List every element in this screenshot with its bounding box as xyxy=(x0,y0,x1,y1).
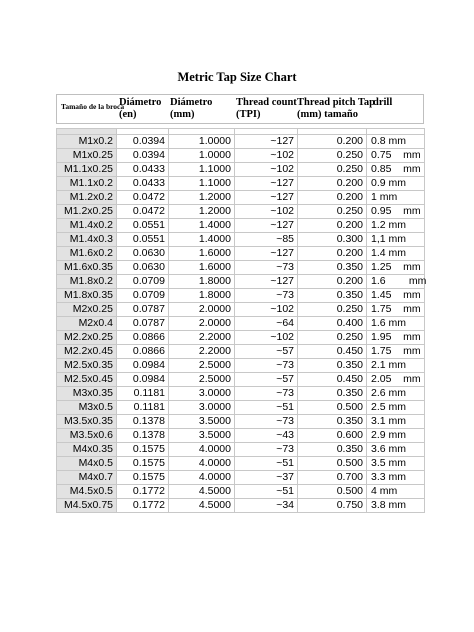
cell-diameter-in: 0.0630 xyxy=(117,247,169,261)
cell-diameter-in: 0.0866 xyxy=(117,345,169,359)
cell-diameter-in: 0.0709 xyxy=(117,275,169,289)
cell-diameter-mm: 1.0000 xyxy=(169,135,235,149)
cell-thread-count: ~51 xyxy=(235,485,298,499)
cell-thread-count: ~127 xyxy=(235,177,298,191)
cell-thread-count: ~85 xyxy=(235,233,298,247)
cell-drill: 1,1 mm xyxy=(367,233,425,247)
cell-thread-count: ~127 xyxy=(235,191,298,205)
cell-diameter-in: 0.0984 xyxy=(117,359,169,373)
cell-thread-pitch: 0.500 xyxy=(298,457,367,471)
cell-diameter-mm: 1.0000 xyxy=(169,149,235,163)
cell-tap-size: M3.5x0.35 xyxy=(57,415,117,429)
cell-thread-pitch: 0.750 xyxy=(298,499,367,513)
cell-diameter-in: 0.0866 xyxy=(117,331,169,345)
cell-tap-size: M1.4x0.3 xyxy=(57,233,117,247)
table-row xyxy=(57,177,425,191)
cell-thread-pitch: 0.250 xyxy=(298,331,367,345)
cell-tap-size: M1.6x0.35 xyxy=(57,261,117,275)
cell-drill: 2.9 mm xyxy=(367,429,425,443)
cell-diameter-mm: 1.1000 xyxy=(169,163,235,177)
table-row xyxy=(57,303,425,317)
cell-thread-count: ~73 xyxy=(235,387,298,401)
cell-drill: 0.9 mm xyxy=(367,177,425,191)
table-row xyxy=(57,233,425,247)
cell-diameter-mm: 2.2000 xyxy=(169,345,235,359)
cell-drill: 2.1 mm xyxy=(367,359,425,373)
cell-diameter-mm: 4.0000 xyxy=(169,457,235,471)
table-row xyxy=(57,247,425,261)
cell-tap-size: M1.6x0.2 xyxy=(57,247,117,261)
cell-thread-pitch: 0.200 xyxy=(298,219,367,233)
header-thread-pitch: Thread pitch Tap (mm) tamaño xyxy=(297,97,376,120)
cell-drill: 1.6 mm xyxy=(367,317,425,331)
header-drill: drill xyxy=(373,97,393,108)
table-row xyxy=(57,471,425,485)
cell-tap-size: M1.1x0.25 xyxy=(57,163,117,177)
cell-drill: 3.8 mm xyxy=(367,499,425,513)
table-row xyxy=(57,485,425,499)
cell-thread-pitch: 0.350 xyxy=(298,261,367,275)
cell-drill: 1 mm xyxy=(367,191,425,205)
cell-diameter-mm: 3.5000 xyxy=(169,415,235,429)
cell-diameter-in: 0.1772 xyxy=(117,499,169,513)
cell-thread-pitch: 0.700 xyxy=(298,471,367,485)
table-row xyxy=(57,373,425,387)
cell-thread-pitch: 0.250 xyxy=(298,303,367,317)
table-row xyxy=(57,205,425,219)
cell-diameter-in: 0.0787 xyxy=(117,303,169,317)
cell-thread-pitch: 0.600 xyxy=(298,429,367,443)
cell-diameter-mm: 4.0000 xyxy=(169,443,235,457)
table-row xyxy=(57,443,425,457)
cell-thread-pitch: 0.350 xyxy=(298,387,367,401)
cell-drill: 1.2 mm xyxy=(367,219,425,233)
cell-drill: 3.3 mm xyxy=(367,471,425,485)
cell-thread-count: ~64 xyxy=(235,317,298,331)
cell-thread-count: ~127 xyxy=(235,275,298,289)
cell-tap-size: M4x0.35 xyxy=(57,443,117,457)
cell-drill: 0.85 mm xyxy=(367,163,425,177)
cell-diameter-mm: 4.5000 xyxy=(169,499,235,513)
cell-tap-size: M1.8x0.35 xyxy=(57,289,117,303)
cell-diameter-in: 0.1575 xyxy=(117,443,169,457)
cell-diameter-in: 0.0551 xyxy=(117,233,169,247)
cell-thread-count: ~51 xyxy=(235,401,298,415)
cell-thread-pitch: 0.200 xyxy=(298,247,367,261)
cell-drill: 1.95 mm xyxy=(367,331,425,345)
cell-diameter-in: 0.0630 xyxy=(117,261,169,275)
table-row xyxy=(57,289,425,303)
cell-thread-pitch: 0.500 xyxy=(298,485,367,499)
table-row xyxy=(57,317,425,331)
cell-thread-pitch: 0.300 xyxy=(298,233,367,247)
table-row xyxy=(57,275,425,289)
cell-thread-pitch: 0.250 xyxy=(298,149,367,163)
cell-thread-count: ~127 xyxy=(235,219,298,233)
cell-thread-count: ~73 xyxy=(235,359,298,373)
cell-diameter-mm: 3.0000 xyxy=(169,387,235,401)
header-thread-count: Thread count (TPI) xyxy=(236,97,297,120)
cell-diameter-in: 0.0394 xyxy=(117,149,169,163)
cell-tap-size: M2.5x0.35 xyxy=(57,359,117,373)
cell-thread-count: ~102 xyxy=(235,149,298,163)
cell-tap-size: M4x0.7 xyxy=(57,471,117,485)
cell-thread-count: ~57 xyxy=(235,373,298,387)
cell-diameter-in: 0.1772 xyxy=(117,485,169,499)
table-row xyxy=(57,401,425,415)
cell-drill: 3.5 mm xyxy=(367,457,425,471)
cell-tap-size: M3.5x0.6 xyxy=(57,429,117,443)
cell-diameter-in: 0.1575 xyxy=(117,471,169,485)
header-size: Tamaño de la broca xyxy=(61,102,125,111)
cell-diameter-in: 0.0787 xyxy=(117,317,169,331)
cell-thread-count: ~73 xyxy=(235,415,298,429)
cell-diameter-mm: 1.8000 xyxy=(169,289,235,303)
cell-drill: 1.25 mm xyxy=(367,261,425,275)
cell-drill: 4 mm xyxy=(367,485,425,499)
table-row xyxy=(57,149,425,163)
cell-thread-pitch: 0.250 xyxy=(298,163,367,177)
cell-tap-size: M1x0.2 xyxy=(57,135,117,149)
cell-thread-pitch: 0.200 xyxy=(298,135,367,149)
cell-diameter-mm: 2.5000 xyxy=(169,359,235,373)
cell-thread-count: ~127 xyxy=(235,135,298,149)
cell-diameter-in: 0.0433 xyxy=(117,177,169,191)
table-row xyxy=(57,261,425,275)
cell-drill: 1.75 mm xyxy=(367,303,425,317)
cell-drill: 0.75 mm xyxy=(367,149,425,163)
cell-thread-count: ~102 xyxy=(235,331,298,345)
cell-tap-size: M1.2x0.2 xyxy=(57,191,117,205)
table-header xyxy=(56,94,424,124)
cell-diameter-mm: 1.6000 xyxy=(169,247,235,261)
table-row xyxy=(57,135,425,149)
cell-tap-size: M1.4x0.2 xyxy=(57,219,117,233)
cell-diameter-in: 0.1378 xyxy=(117,415,169,429)
cell-diameter-mm: 4.0000 xyxy=(169,471,235,485)
cell-drill: 3.6 mm xyxy=(367,443,425,457)
cell-drill: 1.6 mm xyxy=(367,275,425,289)
table-row xyxy=(57,345,425,359)
cell-diameter-mm: 3.5000 xyxy=(169,429,235,443)
cell-thread-count: ~34 xyxy=(235,499,298,513)
cell-thread-pitch: 0.350 xyxy=(298,359,367,373)
cell-tap-size: M4.5x0.5 xyxy=(57,485,117,499)
cell-drill: 1.4 mm xyxy=(367,247,425,261)
cell-diameter-mm: 2.2000 xyxy=(169,331,235,345)
cell-drill: 3.1 mm xyxy=(367,415,425,429)
cell-diameter-mm: 1.2000 xyxy=(169,191,235,205)
cell-thread-pitch: 0.200 xyxy=(298,191,367,205)
page-title: Metric Tap Size Chart xyxy=(177,70,297,84)
cell-drill: 0.95 mm xyxy=(367,205,425,219)
cell-tap-size: M2x0.4 xyxy=(57,317,117,331)
cell-tap-size: M1x0.25 xyxy=(57,149,117,163)
cell-diameter-in: 0.0472 xyxy=(117,205,169,219)
table-row xyxy=(57,359,425,373)
cell-thread-count: ~57 xyxy=(235,345,298,359)
cell-drill: 2.05 mm xyxy=(367,373,425,387)
cell-drill: 1.75 mm xyxy=(367,345,425,359)
cell-thread-pitch: 0.500 xyxy=(298,401,367,415)
cell-diameter-in: 0.0472 xyxy=(117,191,169,205)
table-row xyxy=(57,387,425,401)
table-row xyxy=(57,415,425,429)
cell-diameter-in: 0.1181 xyxy=(117,401,169,415)
table-row xyxy=(57,163,425,177)
cell-thread-pitch: 0.350 xyxy=(298,443,367,457)
cell-diameter-in: 0.0984 xyxy=(117,373,169,387)
cell-diameter-mm: 1.6000 xyxy=(169,261,235,275)
cell-thread-count: ~102 xyxy=(235,205,298,219)
cell-drill: 2.6 mm xyxy=(367,387,425,401)
tap-size-table xyxy=(56,128,425,513)
cell-diameter-in: 0.0394 xyxy=(117,135,169,149)
cell-diameter-in: 0.0551 xyxy=(117,219,169,233)
cell-diameter-mm: 1.2000 xyxy=(169,205,235,219)
cell-tap-size: M1.8x0.2 xyxy=(57,275,117,289)
cell-diameter-mm: 2.5000 xyxy=(169,373,235,387)
cell-diameter-mm: 1.1000 xyxy=(169,177,235,191)
cell-diameter-in: 0.0709 xyxy=(117,289,169,303)
cell-thread-count: ~127 xyxy=(235,247,298,261)
cell-diameter-in: 0.1181 xyxy=(117,387,169,401)
cell-thread-count: ~73 xyxy=(235,261,298,275)
cell-diameter-mm: 2.0000 xyxy=(169,317,235,331)
cell-thread-pitch: 0.250 xyxy=(298,205,367,219)
cell-diameter-in: 0.0433 xyxy=(117,163,169,177)
cell-diameter-mm: 3.0000 xyxy=(169,401,235,415)
cell-tap-size: M2.2x0.45 xyxy=(57,345,117,359)
cell-thread-count: ~51 xyxy=(235,457,298,471)
table-row xyxy=(57,457,425,471)
cell-thread-pitch: 0.400 xyxy=(298,317,367,331)
cell-tap-size: M3x0.5 xyxy=(57,401,117,415)
cell-diameter-in: 0.1378 xyxy=(117,429,169,443)
cell-thread-pitch: 0.200 xyxy=(298,177,367,191)
cell-diameter-mm: 4.5000 xyxy=(169,485,235,499)
cell-tap-size: M1.2x0.25 xyxy=(57,205,117,219)
cell-drill: 0.8 mm xyxy=(367,135,425,149)
cell-diameter-mm: 1.8000 xyxy=(169,275,235,289)
cell-thread-pitch: 0.200 xyxy=(298,275,367,289)
cell-thread-pitch: 0.450 xyxy=(298,345,367,359)
cell-thread-count: ~43 xyxy=(235,429,298,443)
cell-tap-size: M3x0.35 xyxy=(57,387,117,401)
header-diameter-in: Diámetro (en) xyxy=(119,97,162,120)
table-row xyxy=(57,499,425,513)
cell-tap-size: M4x0.5 xyxy=(57,457,117,471)
cell-diameter-in: 0.1575 xyxy=(117,457,169,471)
cell-tap-size: M2.2x0.25 xyxy=(57,331,117,345)
table-row xyxy=(57,219,425,233)
cell-diameter-mm: 1.4000 xyxy=(169,233,235,247)
cell-thread-pitch: 0.350 xyxy=(298,289,367,303)
cell-drill: 2.5 mm xyxy=(367,401,425,415)
cell-thread-count: ~73 xyxy=(235,289,298,303)
table-row xyxy=(57,429,425,443)
cell-tap-size: M2.5x0.45 xyxy=(57,373,117,387)
cell-diameter-mm: 2.0000 xyxy=(169,303,235,317)
cell-drill: 1.45 mm xyxy=(367,289,425,303)
table-row xyxy=(57,191,425,205)
cell-tap-size: M1.1x0.2 xyxy=(57,177,117,191)
cell-tap-size: M2x0.25 xyxy=(57,303,117,317)
cell-thread-count: ~102 xyxy=(235,303,298,317)
cell-thread-count: ~102 xyxy=(235,163,298,177)
cell-thread-pitch: 0.350 xyxy=(298,415,367,429)
cell-diameter-mm: 1.4000 xyxy=(169,219,235,233)
cell-tap-size: M4.5x0.75 xyxy=(57,499,117,513)
cell-thread-count: ~73 xyxy=(235,443,298,457)
cell-thread-pitch: 0.450 xyxy=(298,373,367,387)
header-diameter-mm: Diámetro (mm) xyxy=(170,97,213,120)
table-row xyxy=(57,331,425,345)
cell-thread-count: ~37 xyxy=(235,471,298,485)
